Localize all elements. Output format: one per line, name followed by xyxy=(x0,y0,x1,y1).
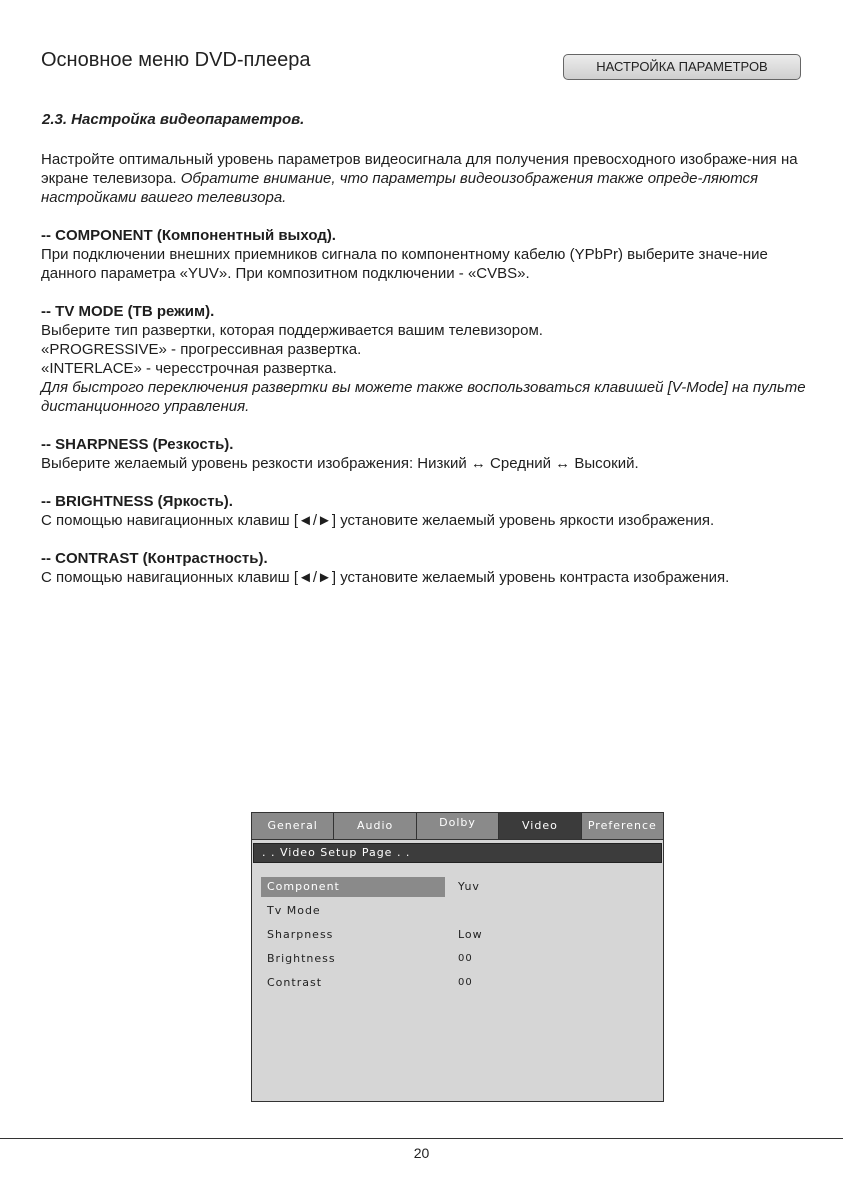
tvmode-line2: «PROGRESSIVE» - прогрессивная развертка. xyxy=(41,341,362,358)
tvmode-line3: «INTERLACE» - чересстрочная развертка. xyxy=(41,360,337,377)
option-label: Component xyxy=(261,877,445,897)
section-badge: НАСТРОЙКА ПАРАМЕТРОВ xyxy=(563,54,801,80)
component-text: При подключении внешних приемников сигнала по компонентному кабелю (YPbPr) выберите значе-ние данного параметра «YUV». При композитном подключении - «CVBS». xyxy=(41,246,768,282)
option-contrast[interactable] xyxy=(261,973,651,997)
component-block xyxy=(41,226,806,283)
tab-dolby[interactable]: Dolby xyxy=(417,813,499,839)
option-label: Brightness xyxy=(267,952,336,965)
option-sharpness[interactable] xyxy=(261,925,651,949)
tab-video[interactable]: Video xyxy=(499,813,581,839)
option-tv-mode[interactable] xyxy=(261,901,651,925)
brightness-heading: -- BRIGHTNESS (Яркость). xyxy=(41,493,233,510)
option-brightness[interactable] xyxy=(261,949,651,973)
tvmode-heading: -- TV MODE (ТВ режим). xyxy=(41,303,215,320)
option-component[interactable] xyxy=(261,877,651,901)
brightness-block xyxy=(41,492,806,530)
sharpness-text: Выберите желаемый уровень резкости изображения: Низкий ↔ Средний ↔ Высокий. xyxy=(41,455,639,472)
option-value: Yuv xyxy=(458,880,480,893)
option-label: Tv Mode xyxy=(267,904,321,917)
video-setup-screen xyxy=(251,812,664,1102)
section-title: 2.3. Настройка видеопараметров. xyxy=(42,111,305,128)
option-label: Contrast xyxy=(267,976,323,989)
setup-tabs xyxy=(252,813,663,840)
tab-preference[interactable]: Preference xyxy=(582,813,663,839)
option-value: 00 xyxy=(458,953,473,964)
tab-audio[interactable]: Audio xyxy=(334,813,416,839)
brightness-text: С помощью навигационных клавиш [◄/►] установите желаемый уровень яркости изображения. xyxy=(41,512,715,529)
tvmode-line1: Выберите тип развертки, которая поддерживается вашим телевизором. xyxy=(41,322,543,339)
setup-options xyxy=(261,877,651,997)
footer-divider xyxy=(0,1138,843,1139)
contrast-text: С помощью навигационных клавиш [◄/►] установите желаемый уровень контраста изображения. xyxy=(41,569,730,586)
sharpness-block xyxy=(41,435,806,473)
option-value: 00 xyxy=(458,977,473,988)
setup-page-title: . . Video Setup Page . . xyxy=(253,843,662,863)
main-content xyxy=(41,150,806,606)
tvmode-note: Для быстрого переключения развертки вы можете также воспользоваться клавишей [V-Mode] на пульте дистанционного управления. xyxy=(41,379,806,415)
tvmode-block xyxy=(41,302,806,416)
contrast-block xyxy=(41,549,806,587)
intro-text: Настройте оптимальный уровень параметров видеосигнала для получения превосходного изображе-ния на экране телевизора. xyxy=(41,151,798,187)
page-title: Основное меню DVD-плеера xyxy=(41,49,311,71)
intro-note: Обратите внимание, что параметры видеоизображения также опреде-ляются настройками вашего телевизора. xyxy=(41,170,759,206)
page-number: 20 xyxy=(413,1145,430,1161)
option-value: Low xyxy=(458,928,483,941)
intro-paragraph xyxy=(41,150,806,207)
component-heading: -- COMPONENT (Компонентный выход). xyxy=(41,227,336,244)
contrast-heading: -- CONTRAST (Контрастность). xyxy=(41,550,268,567)
tab-general[interactable]: General xyxy=(252,813,334,839)
option-label: Sharpness xyxy=(267,928,334,941)
intro-block xyxy=(41,150,806,207)
sharpness-heading: -- SHARPNESS (Резкость). xyxy=(41,436,234,453)
